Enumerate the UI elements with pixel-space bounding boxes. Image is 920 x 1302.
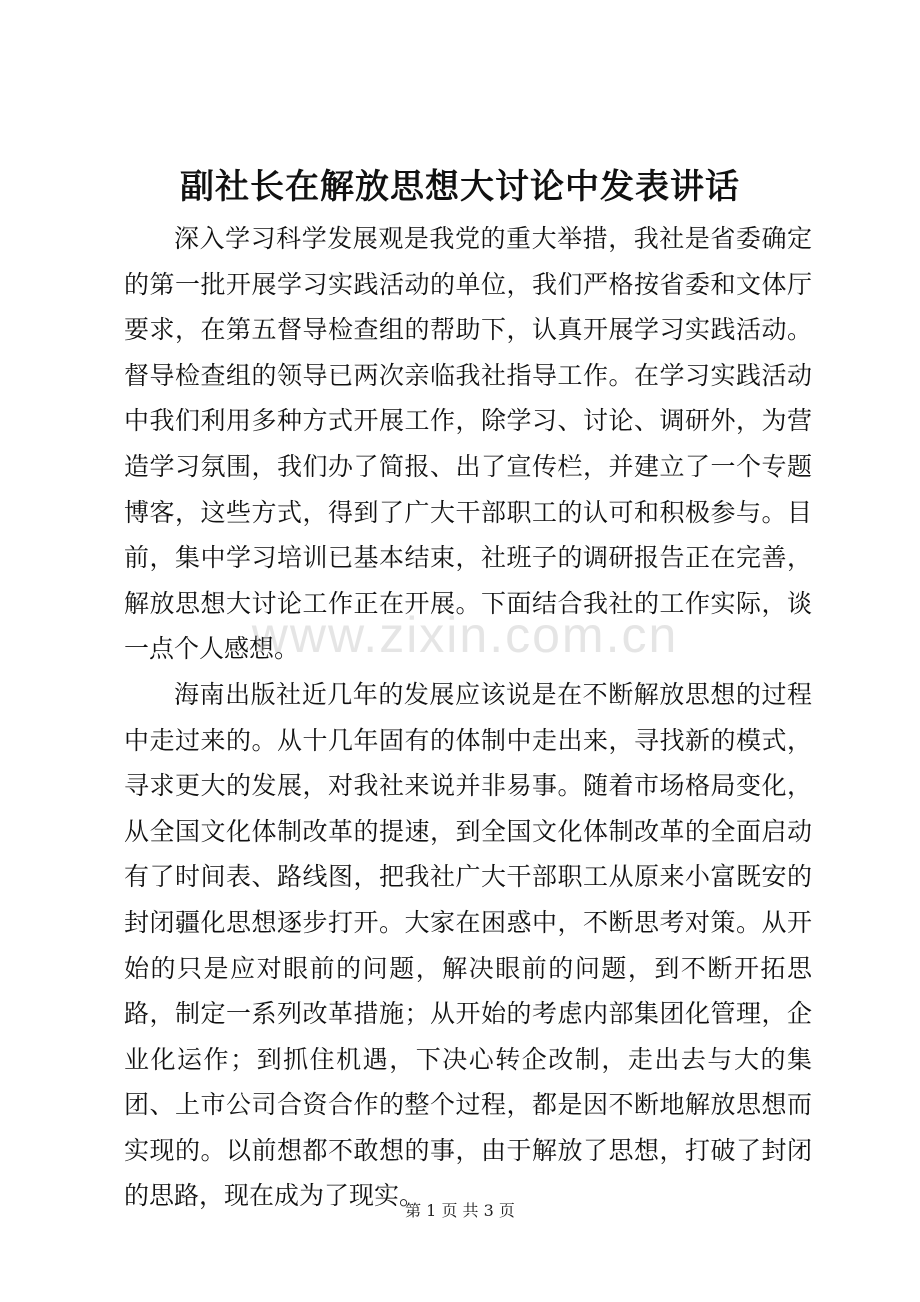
page-footer: 第 1 页 共 3 页 xyxy=(405,1201,515,1220)
paragraph-1: 深入学习科学发展观是我党的重大举措，我社是省委确定的第一批开展学习实践活动的单位，我们严格按省委和文体厅要求，在第五督导检查组的帮助下，认真开展学习实践活动。督导检查组的领导已两次亲临我社指导工作。在学习实践活动中我们利用多种方式开展工作，除学习、讨论、调研外，为营造学习氛围，我们办了简报、出了宣传栏，并建立了一个专题博客，这些方式，得到了广大干部职工的认可和积极参与。目前，集中学习培训已基本结束，社班子的调研报告正在完善，解放思想大讨论工作正在开展。下面结合我社的工作实际，谈一点个人感想。 xyxy=(124,224,812,664)
document-body xyxy=(124,216,812,1219)
document-title: 副社长在解放思想大讨论中发表讲话 xyxy=(180,167,740,207)
paragraph-2: 海南出版社近几年的发展应该说是在不断解放思想的过程中走过来的。从十几年固有的体制中走出来，寻找新的模式，寻求更大的发展，对我社来说并非易事。随着市场格局变化，从全国文化体制改革的提速，到全国文化体制改革的全面启动有了时间表、路线图，把我社广大干部职工从原来小富既安的封闭疆化思想逐步打开。大家在困惑中，不断思考对策。从开始的只是应对眼前的问题，解决眼前的问题，到不断开拓思路，制定一系列改革措施；从开始的考虑内部集团化管理，企业化运作；到抓住机遇，下决心转企改制，走出去与大的集团、上市公司合资合作的整个过程，都是因不断地解放思想而实现的。以前想都不敢想的事，由于解放了思想，打破了封闭的思路，现在成为了现实。 xyxy=(124,679,812,1211)
watermark: www.zixin.com.cn xyxy=(251,607,679,663)
